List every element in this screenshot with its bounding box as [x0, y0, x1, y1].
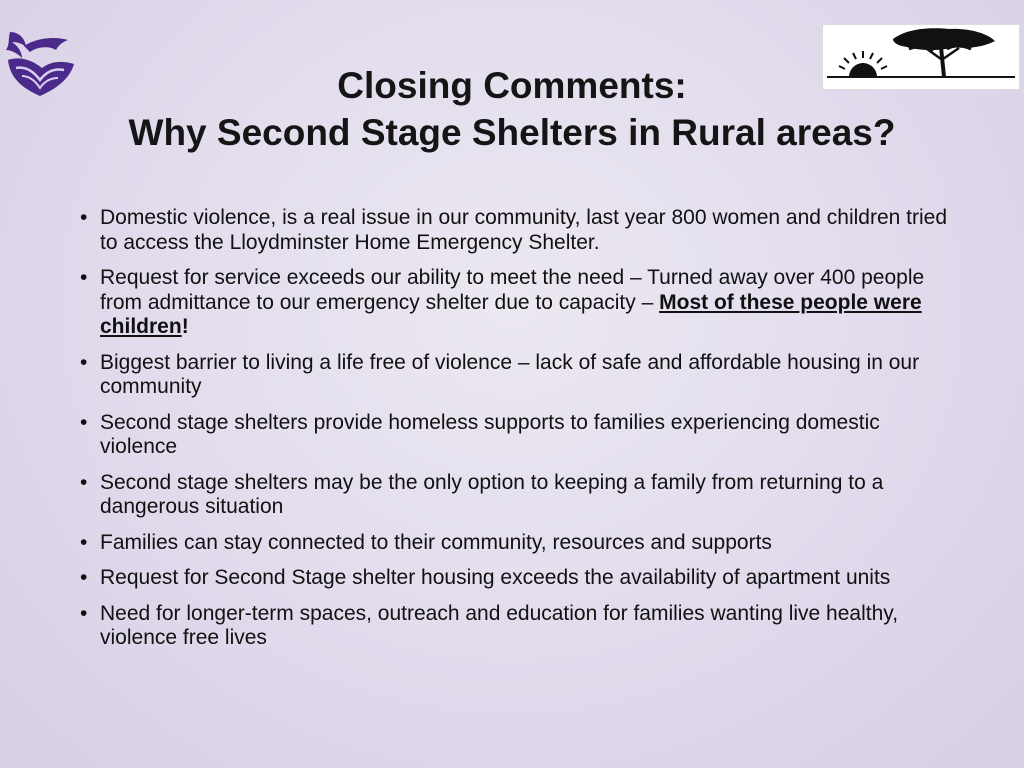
- bullet-item: [80, 602, 952, 651]
- bullet-text: Request for Second Stage shelter housing exceeds the availability of apartment units: [100, 566, 891, 589]
- bullet-item: [80, 471, 952, 520]
- bullet-text: Need for longer-term spaces, outreach and education for families wanting live healthy, violence free lives: [100, 601, 899, 649]
- bullet-dot: •: [80, 530, 88, 554]
- slide-title: [0, 62, 1024, 156]
- bullet-dot: •: [80, 410, 88, 434]
- bullet-item: [80, 531, 952, 556]
- bullet-item: [80, 411, 952, 460]
- bullet-dot: •: [80, 601, 88, 625]
- bullet-item: [80, 351, 952, 400]
- bullet-emphasis: Most of these people were children: [100, 290, 922, 338]
- bullet-item: [80, 206, 952, 255]
- bullet-text: Second stage shelters may be the only option to keeping a family from returning to a dangerous situation: [100, 470, 884, 518]
- bullet-suffix: !: [181, 315, 189, 338]
- bullet-dot: •: [80, 206, 88, 229]
- bullet-dot: •: [80, 470, 88, 494]
- bullet-dot: •: [80, 266, 88, 289]
- bullet-text: Biggest barrier to living a life free of violence – lack of safe and affordable housing in our community: [100, 350, 920, 398]
- bullet-list: [80, 206, 952, 662]
- bullet-text: Request for service exceeds our ability to meet the need – Turned away over 400 people from admittance to our emergency shelter due to capacity –: [100, 266, 925, 314]
- bullet-dot: •: [80, 566, 88, 589]
- slide-title-line2: Why Second Stage Shelters in Rural areas?: [128, 112, 896, 153]
- slide-title-line1: Closing Comments:: [337, 65, 687, 106]
- bullet-item: [80, 266, 952, 340]
- bullet-text: Families can stay connected to their community, resources and supports: [100, 530, 772, 554]
- bullet-text: Second stage shelters provide homeless supports to families experiencing domestic violence: [100, 410, 880, 458]
- bullet-dot: •: [80, 350, 88, 374]
- bullet-text: Domestic violence, is a real issue in our community, last year 800 women and children tried to access the Lloydminster Home Emergency Shelter.: [100, 206, 947, 254]
- bullet-item: [80, 566, 952, 591]
